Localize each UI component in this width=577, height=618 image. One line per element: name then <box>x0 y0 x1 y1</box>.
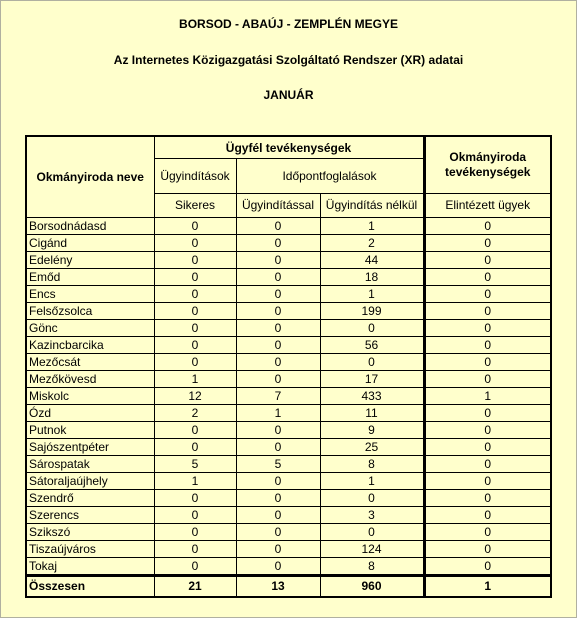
value-cell-ugyinditassal: 0 <box>236 473 320 490</box>
value-cell-sikeres: 0 <box>154 235 236 252</box>
value-cell-nelkul: 0 <box>320 354 424 371</box>
office-name-cell: Szendrő <box>26 490 154 507</box>
value-cell-nelkul: 124 <box>320 541 424 558</box>
value-cell-elintezett: 0 <box>424 524 551 541</box>
table-row <box>26 405 551 422</box>
office-name-cell: Kazincbarcika <box>26 337 154 354</box>
table-row <box>26 473 551 490</box>
value-cell-elintezett: 0 <box>424 405 551 422</box>
header-appointments: Időpontfoglalások <box>236 159 424 194</box>
office-name-cell: Emőd <box>26 269 154 286</box>
value-cell-sikeres: 0 <box>154 269 236 286</box>
office-name-cell: Edelény <box>26 252 154 269</box>
value-cell-ugyinditassal: 0 <box>236 371 320 388</box>
value-cell-ugyinditassal: 0 <box>236 303 320 320</box>
table-row <box>26 354 551 371</box>
value-cell-elintezett: 0 <box>424 218 551 235</box>
header-client-activities: Ügyfél tevékenységek <box>154 136 424 159</box>
total-row <box>26 576 551 598</box>
table-row <box>26 490 551 507</box>
value-cell-sikeres: 0 <box>154 439 236 456</box>
header-with-case: Ügyindítással <box>236 193 320 217</box>
header-successful: Sikeres <box>154 193 236 217</box>
table-row <box>26 286 551 303</box>
value-cell-elintezett: 0 <box>424 269 551 286</box>
value-cell-ugyinditassal: 0 <box>236 235 320 252</box>
value-cell-ugyinditassal: 5 <box>236 456 320 473</box>
value-cell-nelkul: 18 <box>320 269 424 286</box>
table-row <box>26 303 551 320</box>
table-row <box>26 235 551 252</box>
value-cell-elintezett: 0 <box>424 371 551 388</box>
value-cell-elintezett: 0 <box>424 558 551 576</box>
office-name-cell: Ózd <box>26 405 154 422</box>
value-cell-sikeres: 2 <box>154 405 236 422</box>
value-cell-elintezett: 0 <box>424 286 551 303</box>
office-name-cell: Tokaj <box>26 558 154 576</box>
value-cell-ugyinditassal: 0 <box>236 541 320 558</box>
value-cell-ugyinditassal: 0 <box>236 524 320 541</box>
value-cell-sikeres: 0 <box>154 558 236 576</box>
office-name-cell: Mezőcsát <box>26 354 154 371</box>
report-subtitle: Az Internetes Közigazgatási Szolgáltató Rendszer (XR) adatai <box>113 53 464 67</box>
value-cell-elintezett: 0 <box>424 439 551 456</box>
value-cell-ugyinditassal: 0 <box>236 490 320 507</box>
table-row <box>26 456 551 473</box>
office-name-cell: Putnok <box>26 422 154 439</box>
table-row <box>26 252 551 269</box>
office-name-cell: Szerencs <box>26 507 154 524</box>
value-cell-ugyinditassal: 0 <box>236 269 320 286</box>
value-cell-ugyinditassal: 0 <box>236 320 320 337</box>
header-completed: Elintézett ügyek <box>424 193 551 217</box>
office-name-cell: Gönc <box>26 320 154 337</box>
value-cell-sikeres: 0 <box>154 507 236 524</box>
value-cell-ugyinditassal: 0 <box>236 252 320 269</box>
value-cell-ugyinditassal: 1 <box>236 405 320 422</box>
value-cell-nelkul: 433 <box>320 388 424 405</box>
value-cell-sikeres: 0 <box>154 303 236 320</box>
value-cell-nelkul: 2 <box>320 235 424 252</box>
value-cell-sikeres: 0 <box>154 524 236 541</box>
county-title: BORSOD - ABAÚJ - ZEMPLÉN MEGYE <box>179 17 398 31</box>
value-cell-sikeres: 0 <box>154 337 236 354</box>
value-cell-elintezett: 0 <box>424 320 551 337</box>
office-name-cell: Cigánd <box>26 235 154 252</box>
table-row <box>26 507 551 524</box>
value-cell-ugyinditassal: 7 <box>236 388 320 405</box>
table-row <box>26 337 551 354</box>
value-cell-ugyinditassal: 0 <box>236 337 320 354</box>
value-cell-nelkul: 44 <box>320 252 424 269</box>
value-cell-nelkul: 1 <box>320 286 424 303</box>
value-cell-elintezett: 0 <box>424 337 551 354</box>
table-row <box>26 388 551 405</box>
value-cell-sikeres: 12 <box>154 388 236 405</box>
value-cell-nelkul: 3 <box>320 507 424 524</box>
value-cell-nelkul: 56 <box>320 337 424 354</box>
value-cell-sikeres: 1 <box>154 371 236 388</box>
table-row <box>26 371 551 388</box>
value-cell-nelkul: 1 <box>320 473 424 490</box>
value-cell-nelkul: 0 <box>320 524 424 541</box>
office-name-cell: Tiszaújváros <box>26 541 154 558</box>
value-cell-nelkul: 9 <box>320 422 424 439</box>
value-cell-sikeres: 0 <box>154 218 236 235</box>
value-cell-elintezett: 0 <box>424 252 551 269</box>
table-row <box>26 422 551 439</box>
value-cell-sikeres: 1 <box>154 473 236 490</box>
value-cell-sikeres: 0 <box>154 354 236 371</box>
value-cell-elintezett: 0 <box>424 354 551 371</box>
value-cell-nelkul: 8 <box>320 456 424 473</box>
header-initiations: Ügyindítások <box>154 159 236 194</box>
value-cell-ugyinditassal: 0 <box>236 558 320 576</box>
month-title: JANUÁR <box>263 88 314 102</box>
value-cell-sikeres: 0 <box>154 252 236 269</box>
office-name-cell: Mezőkövesd <box>26 371 154 388</box>
header-office-activities: Okmányiroda tevékenységek <box>424 136 551 193</box>
office-name-cell: Borsodnádasd <box>26 218 154 235</box>
value-cell-sikeres: 0 <box>154 541 236 558</box>
value-cell-ugyinditassal: 0 <box>236 439 320 456</box>
value-cell-sikeres: 0 <box>154 286 236 303</box>
value-cell-sikeres: 0 <box>154 490 236 507</box>
table-row <box>26 439 551 456</box>
total-cell-ugyinditassal: 13 <box>236 576 320 598</box>
value-cell-sikeres: 0 <box>154 320 236 337</box>
value-cell-elintezett: 0 <box>424 303 551 320</box>
value-cell-elintezett: 0 <box>424 541 551 558</box>
value-cell-nelkul: 8 <box>320 558 424 576</box>
value-cell-nelkul: 0 <box>320 490 424 507</box>
value-cell-ugyinditassal: 0 <box>236 354 320 371</box>
table-row <box>26 269 551 286</box>
office-name-cell: Encs <box>26 286 154 303</box>
office-name-cell: Miskolc <box>26 388 154 405</box>
table-row <box>26 218 551 235</box>
office-name-cell: Sátoraljaújhely <box>26 473 154 490</box>
office-name-cell: Sajószentpéter <box>26 439 154 456</box>
table-row <box>26 320 551 337</box>
office-name-cell: Sárospatak <box>26 456 154 473</box>
value-cell-elintezett: 0 <box>424 473 551 490</box>
office-name-cell: Szikszó <box>26 524 154 541</box>
value-cell-ugyinditassal: 0 <box>236 422 320 439</box>
value-cell-elintezett: 0 <box>424 422 551 439</box>
table-row <box>26 524 551 541</box>
value-cell-ugyinditassal: 0 <box>236 286 320 303</box>
value-cell-ugyinditassal: 0 <box>236 507 320 524</box>
value-cell-nelkul: 1 <box>320 218 424 235</box>
value-cell-nelkul: 0 <box>320 320 424 337</box>
value-cell-elintezett: 0 <box>424 507 551 524</box>
value-cell-sikeres: 5 <box>154 456 236 473</box>
total-cell-nelkul: 960 <box>320 576 424 598</box>
table-row <box>26 558 551 576</box>
total-label: Összesen <box>26 576 154 598</box>
value-cell-nelkul: 25 <box>320 439 424 456</box>
statistics-table <box>25 135 552 598</box>
total-cell-sikeres: 21 <box>154 576 236 598</box>
header-without-case: Ügyindítás nélkül <box>320 193 424 217</box>
total-cell-elintezett: 1 <box>424 576 551 598</box>
value-cell-ugyinditassal: 0 <box>236 218 320 235</box>
value-cell-nelkul: 11 <box>320 405 424 422</box>
header-office-name: Okmányiroda neve <box>26 136 154 218</box>
value-cell-elintezett: 1 <box>424 388 551 405</box>
table-row <box>26 541 551 558</box>
value-cell-nelkul: 17 <box>320 371 424 388</box>
office-name-cell: Felsőzsolca <box>26 303 154 320</box>
value-cell-elintezett: 0 <box>424 490 551 507</box>
value-cell-elintezett: 0 <box>424 456 551 473</box>
value-cell-nelkul: 199 <box>320 303 424 320</box>
value-cell-elintezett: 0 <box>424 235 551 252</box>
value-cell-sikeres: 0 <box>154 422 236 439</box>
